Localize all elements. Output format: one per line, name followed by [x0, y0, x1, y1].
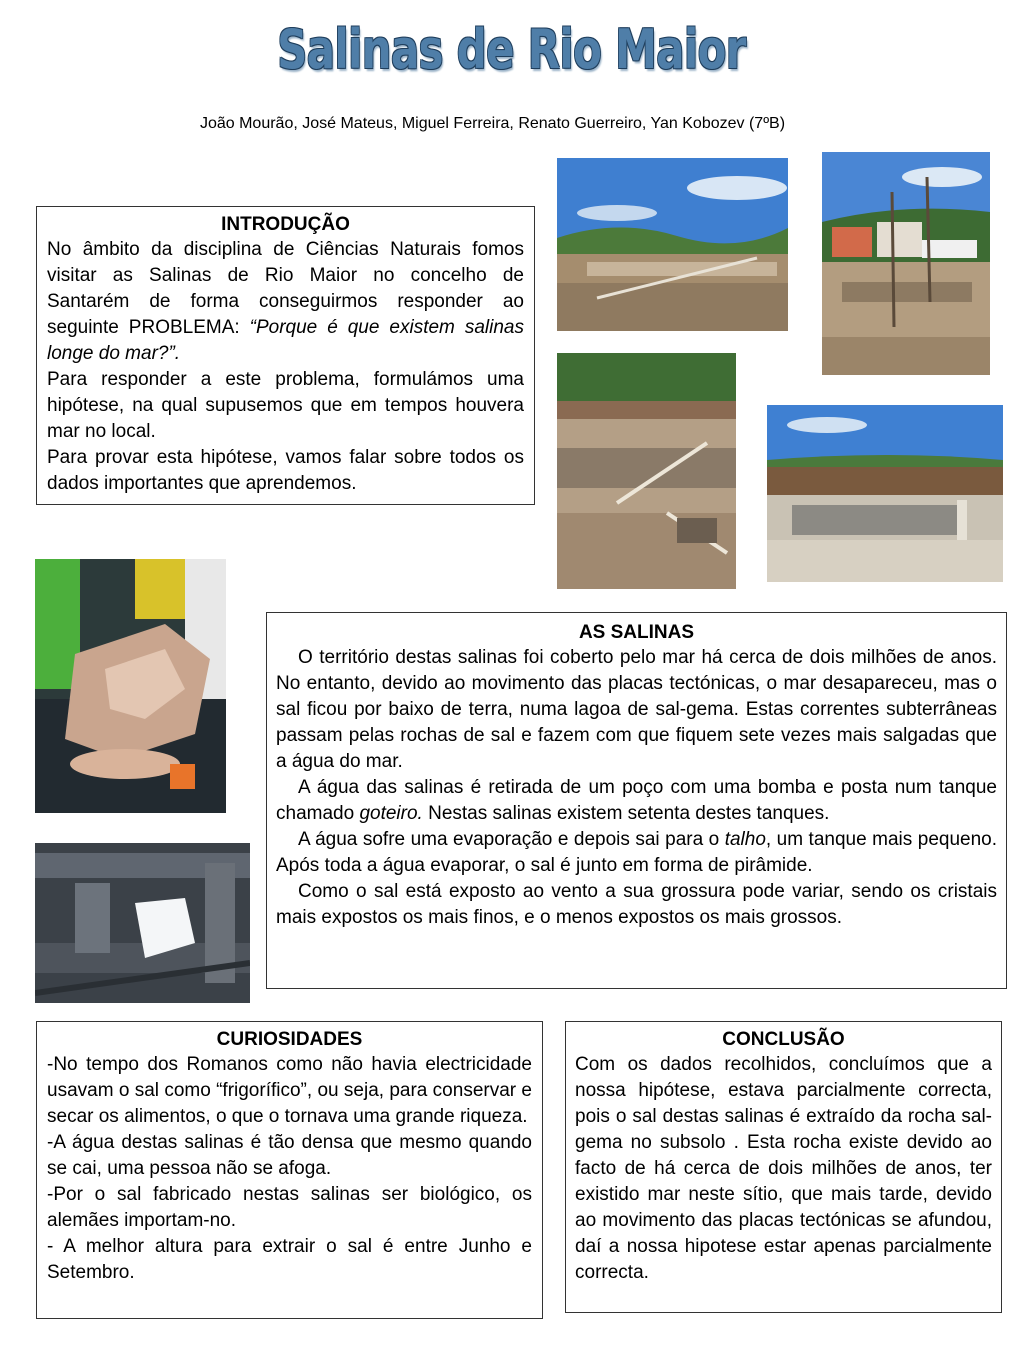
curiosidade-item: -No tempo dos Romanos como não havia electricidade usavam o sal como “frigorífico”, ou seja, para conservar e secar os alimentos, o que o tornava uma grande riqueza.	[47, 1054, 532, 1127]
salt-pans-photo-2	[822, 152, 990, 375]
conclusao-text: Com os dados recolhidos, concluímos que a nossa hipótese, estava parcialmente correcta, pois o sal destas salinas é extraído da rocha sal-gema no subsolo . Esta rocha existe devido ao facto de há cerca de dois milhões de anos, ter existido mar neste sítio, que mais tarde, devido ao movimento das placas tectónicas se afundou, daí a nossa hipotese estar apenas parcialmente correcta.	[575, 1054, 992, 1283]
curiosidade-item: -Por o sal fabricado nestas salinas ser biológico, os alemães importam-no.	[47, 1184, 532, 1231]
curiosidade-item: -A água destas salinas é tão densa que mesmo quando se cai, uma pessoa não se afoga.	[47, 1132, 532, 1179]
intro-box	[36, 206, 535, 505]
salinas-goteiro-term: goteiro.	[359, 803, 423, 824]
intro-paragraph-1	[47, 237, 524, 367]
salinas-paragraph-4: Como o sal está exposto ao vento a sua grossura pode variar, sendo os cristais mais expostos os mais finos, e o menos expostos os mais grossos.	[276, 881, 997, 928]
authors-line: João Mourão, José Mateus, Miguel Ferreira, Renato Guerreiro, Yan Kobozev (7ºB)	[199, 115, 786, 132]
conclusao-heading: CONCLUSÃO	[722, 1029, 845, 1050]
salinas-p3-end: , um tanque mais pequeno. Após toda a água evaporar, o sal é junto em forma de pirâmide.	[276, 829, 998, 876]
salinas-p3-text: A água sofre uma evaporação e depois sai para o	[298, 829, 725, 850]
curiosidades-box	[36, 1021, 543, 1319]
pump-pipe-photo	[35, 843, 250, 1003]
salt-pans-photo-3	[557, 353, 736, 589]
salinas-paragraph-1: O território destas salinas foi coberto pelo mar há cerca de dois milhões de anos. No entanto, devido ao movimento das placas tectónicas, o mar desapareceu, mas o sal ficou por baixo de terra, numa lagoa de sal-gema. Estas correntes subterrâneas passam pelas rochas de sal e fazem com que fiquem sete vezes mais salgadas que a água do mar.	[276, 647, 997, 772]
salt-pans-photo-1	[557, 158, 788, 331]
salt-pans-photo-4	[767, 405, 1003, 582]
page-title: Salinas de Rio Maior	[277, 18, 746, 81]
curiosidade-item: - A melhor altura para extrair o sal é entre Junho e Setembro.	[47, 1236, 532, 1283]
salinas-box	[266, 612, 1007, 989]
intro-paragraph-2: Para responder a este problema, formulámos uma hipótese, na qual supusemos que em tempos houvera mar no local.	[47, 369, 524, 442]
salinas-paragraph-2	[276, 775, 997, 827]
conclusao-box	[565, 1021, 1002, 1313]
salinas-talho-term: talho	[724, 829, 766, 850]
salt-rock-photo	[35, 559, 226, 813]
curiosidades-heading: CURIOSIDADES	[216, 1029, 363, 1050]
intro-problem-text: No âmbito da disciplina de Ciências Naturais fomos visitar as Salinas de Rio Maior no concelho de Santarém de forma conseguirmos responder ao seguinte PROBLEMA:	[47, 239, 524, 338]
intro-heading: INTRODUÇÃO	[221, 214, 350, 235]
intro-paragraph-3: Para provar esta hipótese, vamos falar sobre todos os dados importantes que aprendemos.	[47, 447, 524, 494]
intro-problem-question: “Porque é que existem salinas longe do mar?”.	[47, 317, 524, 364]
salinas-p2-end: Nestas salinas existem setenta destes tanques.	[422, 803, 830, 824]
salinas-paragraph-3	[276, 827, 997, 879]
salinas-heading: AS SALINAS	[578, 622, 695, 643]
salinas-p2-text: A água das salinas é retirada de um poço com uma bomba e posta num tanque chamado	[276, 777, 997, 824]
